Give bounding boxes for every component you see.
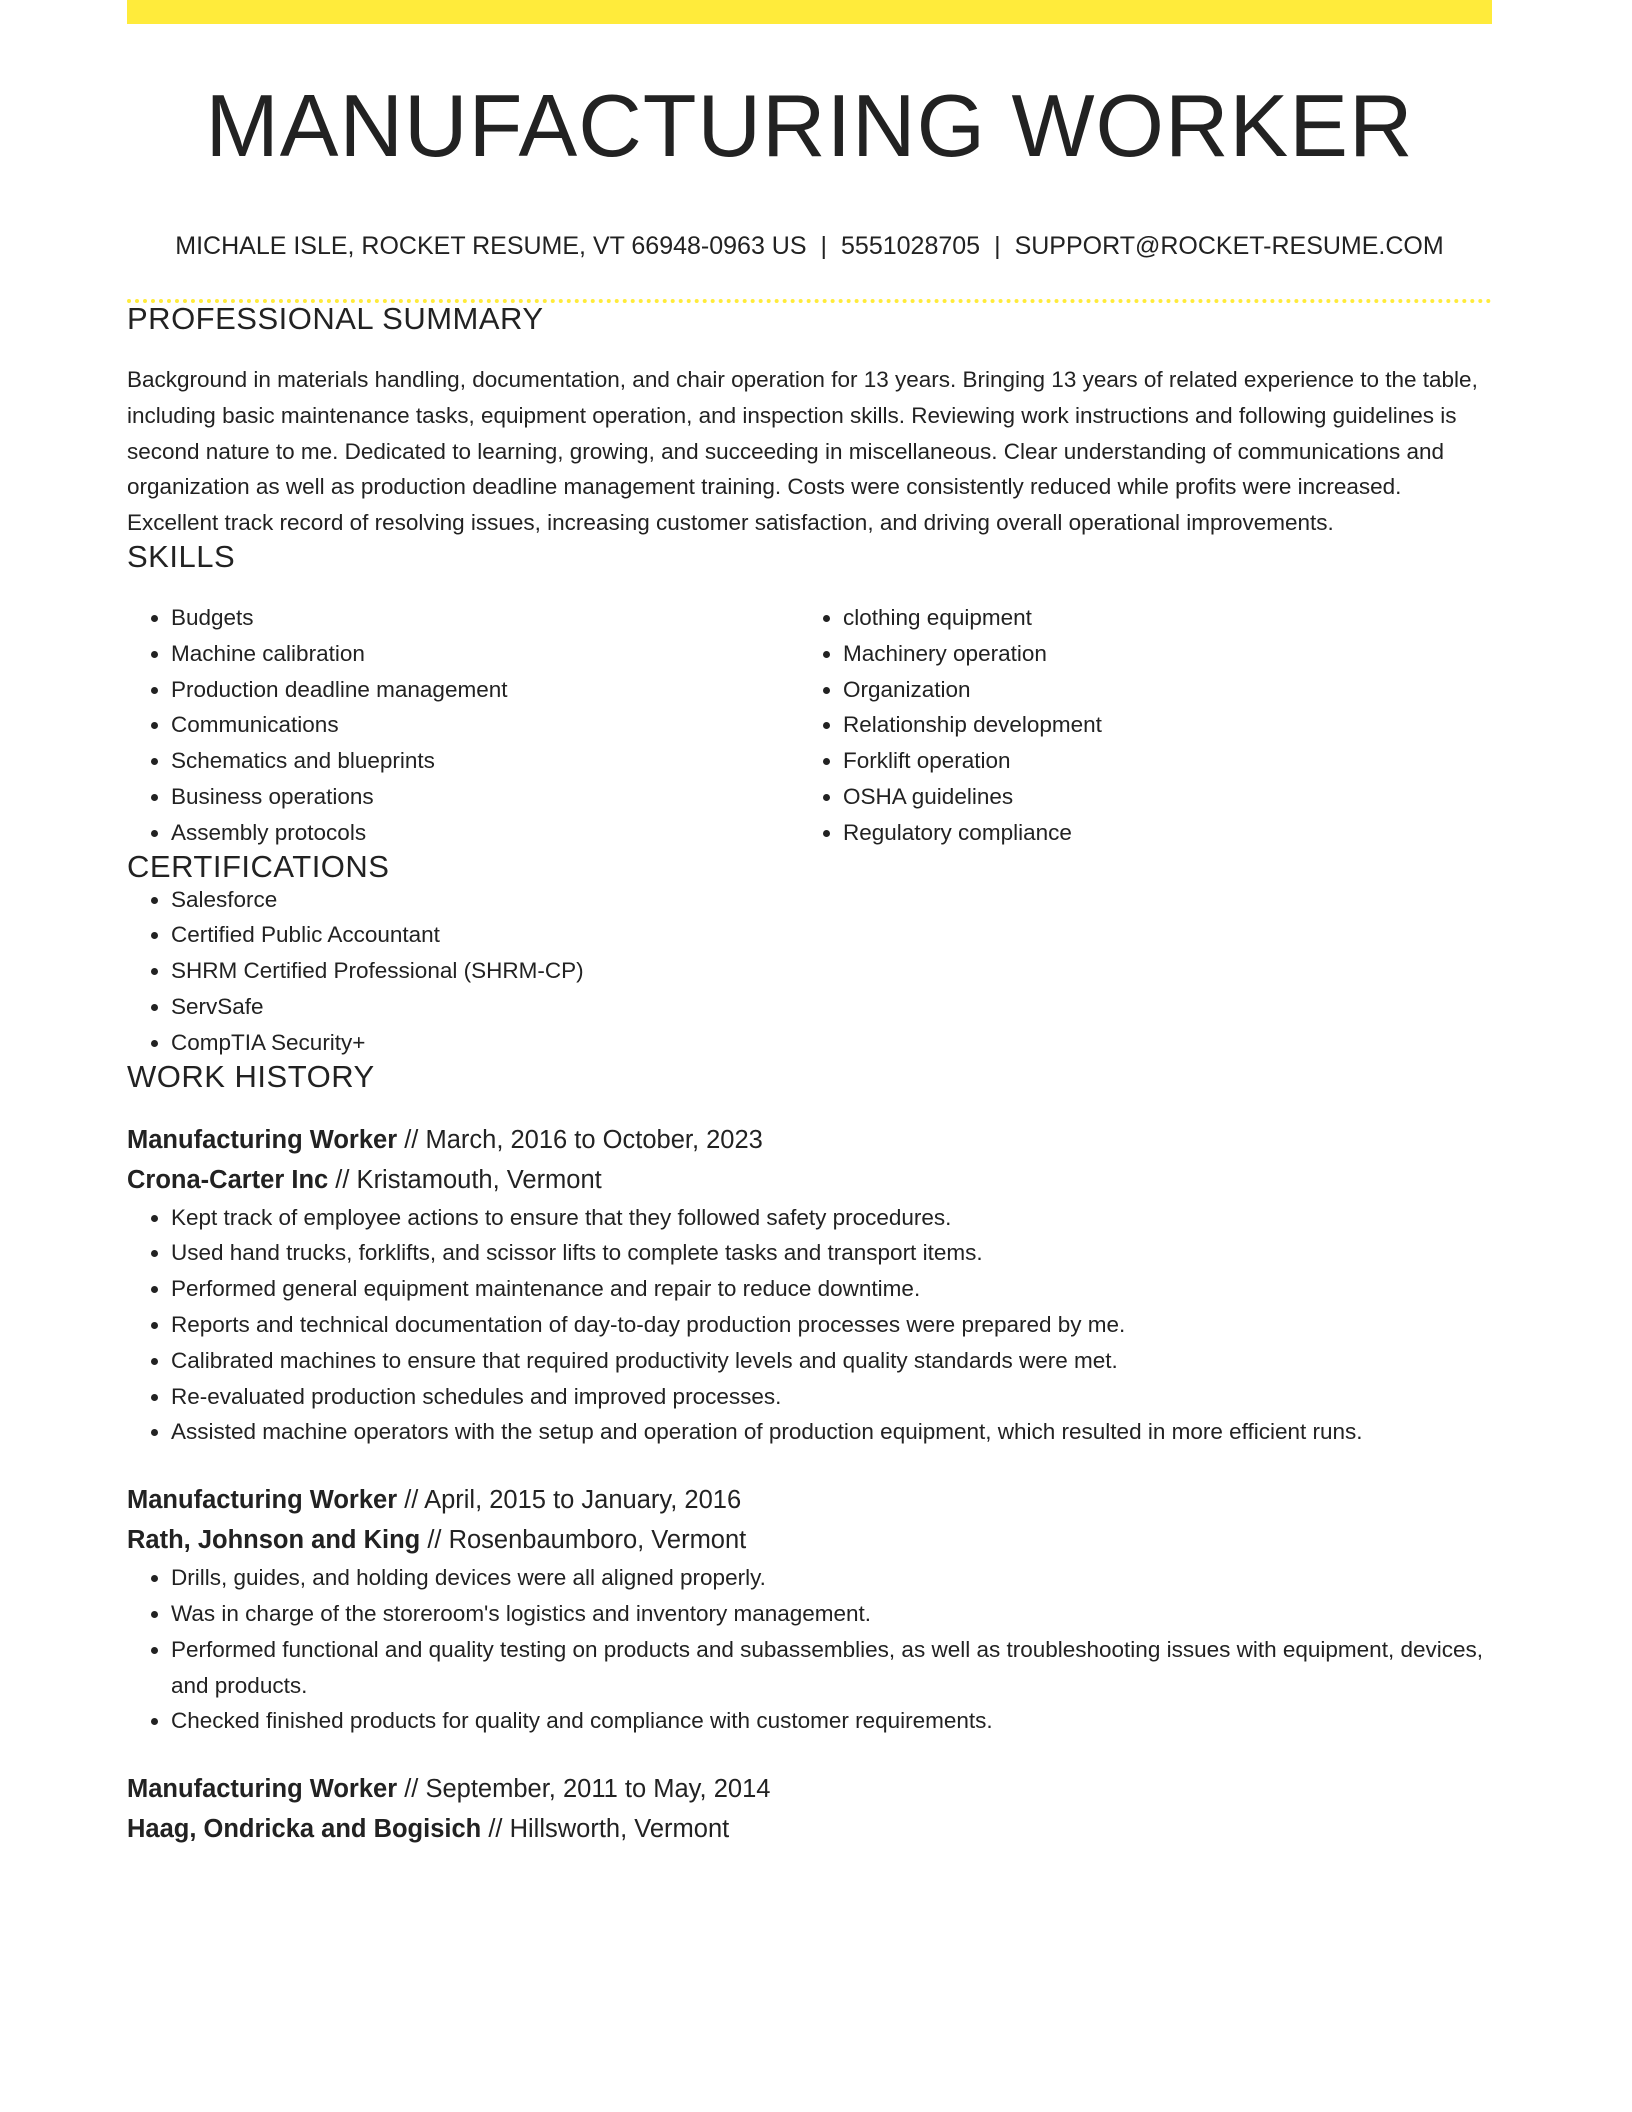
job-role: Manufacturing Worker bbox=[127, 1486, 398, 1515]
job-role: Manufacturing Worker bbox=[127, 1775, 398, 1804]
certifications-list bbox=[127, 882, 1492, 1061]
job-entry bbox=[127, 1480, 1492, 1739]
contact-address: MICHALE ISLE, ROCKET RESUME, VT 66948-0963 US bbox=[175, 232, 807, 260]
job-entry bbox=[127, 1120, 1492, 1451]
job-bullets bbox=[127, 1200, 1492, 1451]
job-role-line bbox=[127, 1480, 1492, 1520]
job-company-line bbox=[127, 1520, 1492, 1560]
contact-separator: | bbox=[994, 232, 1001, 260]
job-bullet: • Assisted machine operators with the setup and operation of production equipment, which resulted in more efficient runs. bbox=[171, 1414, 1492, 1450]
skill-item: • Schematics and blueprints bbox=[171, 743, 799, 779]
job-company-line bbox=[127, 1809, 1492, 1849]
certifications-heading: CERTIFICATIONS bbox=[127, 848, 390, 884]
skill-item: • clothing equipment bbox=[843, 600, 1471, 636]
work-history-heading: WORK HISTORY bbox=[127, 1058, 375, 1094]
job-dates: // April, 2015 to January, 2016 bbox=[397, 1486, 742, 1515]
job-bullet: • Re-evaluated production schedules and improved processes. bbox=[171, 1379, 1492, 1415]
skill-item: • Organization bbox=[843, 672, 1471, 708]
contact-separator: | bbox=[820, 232, 828, 260]
certification-item: • SHRM Certified Professional (SHRM-CP) bbox=[171, 953, 1492, 989]
job-role: Manufacturing Worker bbox=[127, 1125, 398, 1154]
resume-name: MANUFACTURING WORKER bbox=[205, 76, 1414, 175]
skill-item: • Machinery operation bbox=[843, 636, 1471, 672]
skill-item: • Communications bbox=[171, 707, 799, 743]
job-bullet: • Used hand trucks, forklifts, and scissor lifts to complete tasks and transport items. bbox=[171, 1235, 1492, 1271]
contact-phone: 5551028705 bbox=[841, 232, 981, 260]
job-role-line bbox=[127, 1120, 1492, 1160]
job-bullet: • Kept track of employee actions to ensure that they followed safety procedures. bbox=[171, 1200, 1492, 1236]
job-bullet: • Drills, guides, and holding devices were all aligned properly. bbox=[171, 1560, 1492, 1596]
job-location: // Rosenbaumboro, Vermont bbox=[420, 1526, 747, 1555]
certification-item: • Salesforce bbox=[171, 882, 1492, 918]
contact-email: SUPPORT@ROCKET-RESUME.COM bbox=[1014, 232, 1444, 260]
job-dates: // September, 2011 to May, 2014 bbox=[397, 1775, 771, 1804]
job-entry bbox=[127, 1769, 1492, 1849]
skills-heading: SKILLS bbox=[127, 538, 236, 574]
job-bullet: • Calibrated machines to ensure that required productivity levels and quality standards were met. bbox=[171, 1343, 1492, 1379]
skill-item: • Production deadline management bbox=[171, 672, 799, 708]
job-location: // Hillsworth, Vermont bbox=[481, 1815, 730, 1844]
job-location: // Kristamouth, Vermont bbox=[328, 1165, 602, 1194]
contact-line bbox=[127, 234, 1492, 259]
skill-item: • Machine calibration bbox=[171, 636, 799, 672]
job-bullet: • Reports and technical documentation of day-to-day production processes were prepared by me. bbox=[171, 1307, 1492, 1343]
job-bullets bbox=[127, 1560, 1492, 1739]
job-company: Crona-Carter Inc bbox=[127, 1165, 329, 1194]
skill-item: • Business operations bbox=[171, 779, 799, 815]
skills-column-left bbox=[127, 600, 799, 851]
skill-item: • Regulatory compliance bbox=[843, 815, 1471, 851]
summary-text: Background in materials handling, documentation, and chair operation for 13 years. Bringing 13 years of related experience to the table, including basic maintenance tasks, equipment operation, and inspection skills. Reviewing work instructions and following guidelines is second nature to me. Dedicated to learning, growing, and succeeding in miscellaneous. Clear understanding of communications and organization as well as production deadline management training. Costs were consistently reduced while profits were increased. Excellent track record of resolving issues, increasing customer satisfaction, and driving overall operational improvements. bbox=[127, 367, 1478, 536]
skill-item: • Assembly protocols bbox=[171, 815, 799, 851]
resume-page bbox=[127, 0, 1492, 1849]
job-role-line bbox=[127, 1769, 1492, 1809]
skills-list-right bbox=[799, 600, 1471, 851]
skills-list-left bbox=[127, 600, 799, 851]
summary-heading: PROFESSIONAL SUMMARY bbox=[127, 301, 544, 336]
skills-grid bbox=[127, 600, 1492, 851]
job-bullet: • Performed functional and quality testing on products and subassemblies, as well as troubleshooting issues with equipment, devices, and products. bbox=[171, 1632, 1492, 1704]
certification-item: • ServSafe bbox=[171, 989, 1492, 1025]
job-company: Rath, Johnson and King bbox=[127, 1526, 421, 1555]
skill-item: • Relationship development bbox=[843, 707, 1471, 743]
certification-item: • Certified Public Accountant bbox=[171, 917, 1492, 953]
skill-item: • OSHA guidelines bbox=[843, 779, 1471, 815]
skills-column-right bbox=[799, 600, 1471, 851]
job-bullet: • Checked finished products for quality and compliance with customer requirements. bbox=[171, 1703, 1492, 1739]
accent-bar bbox=[127, 0, 1492, 24]
job-bullet: • Performed general equipment maintenance and repair to reduce downtime. bbox=[171, 1271, 1492, 1307]
certification-item: • CompTIA Security+ bbox=[171, 1025, 1492, 1061]
job-company: Haag, Ondricka and Bogisich bbox=[127, 1815, 482, 1844]
job-bullet: • Was in charge of the storeroom's logistics and inventory management. bbox=[171, 1596, 1492, 1632]
job-dates: // March, 2016 to October, 2023 bbox=[397, 1125, 763, 1154]
job-company-line bbox=[127, 1160, 1492, 1200]
skill-item: • Budgets bbox=[171, 600, 799, 636]
skill-item: • Forklift operation bbox=[843, 743, 1471, 779]
